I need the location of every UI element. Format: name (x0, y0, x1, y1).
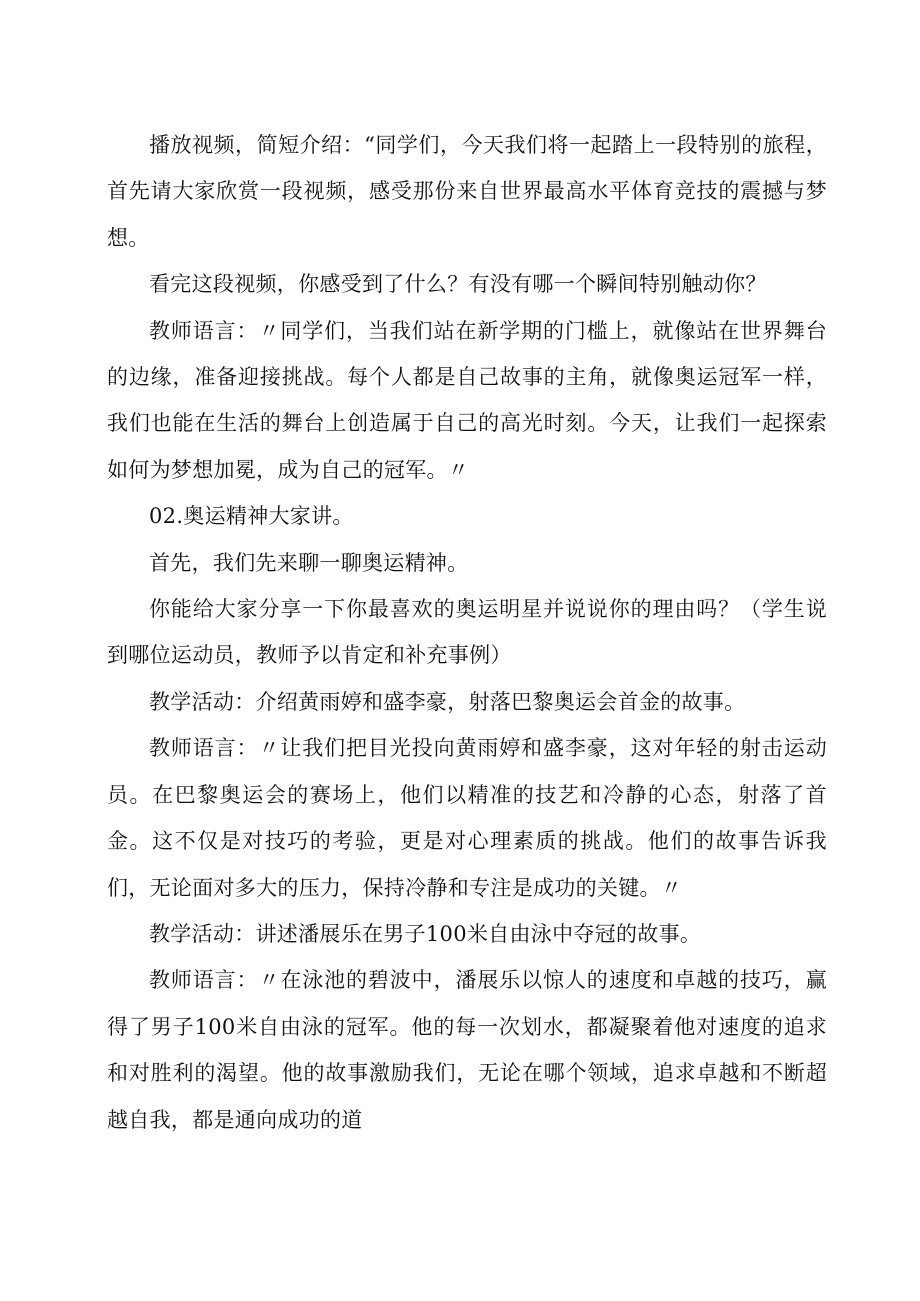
paragraph-teacher-speech-1: 教师语言：〃同学们，当我们站在新学期的门槛上，就像站在世界舞台的边缘，准备迎接挑战。每个人都是自己故事的主角，就像奥运冠军一样，我们也能在生活的舞台上创造属于自己的高光时刻。今天，让我们一起探索如何为梦想加冕，成为自己的冠军。〃 (107, 318, 827, 482)
paragraph-favorite-star-question: 你能给大家分享一下你最喜欢的奥运明星并说说你的理由吗？（学生说到哪位运动员，教师予以肯定和补充事例） (107, 597, 827, 668)
paragraph-activity-swimming: 教学活动：讲述潘展乐在男子100米自由泳中夺冠的故事。 (149, 921, 702, 946)
paragraph-olympic-spirit-intro: 首先，我们先来聊一聊奥运精神。 (149, 550, 469, 575)
document-body (107, 122, 827, 1143)
section-heading-olympic-spirit: 02.奥运精神大家讲。 (149, 504, 354, 529)
paragraph-question-feeling: 看完这段视频，你感受到了什么？有没有哪一个瞬间特别触动你？ (149, 272, 767, 297)
paragraph-activity-shooting: 教学活动：介绍黄雨婷和盛李豪，射落巴黎奥运会首金的故事。 (149, 689, 746, 714)
paragraph-teacher-speech-3: 教师语言：〃在泳池的碧波中，潘展乐以惊人的速度和卓越的技巧，赢得了男子100米自由泳的冠军。他的每一次划水，都凝聚着他对速度的追求和对胜利的渴望。他的故事激励我们，无论在哪个领域，追求卓越和不断超越自我，都是通向成功的道 (107, 968, 827, 1132)
paragraph-video-intro: 播放视频，简短介绍：“同学们，今天我们将一起踏上一段特别的旅程，首先请大家欣赏一段视频，感受那份来自世界最高水平体育竞技的震撼与梦想。 (107, 133, 827, 250)
paragraph-teacher-speech-2: 教师语言：〃让我们把目光投向黄雨婷和盛李豪，这对年轻的射击运动员。在巴黎奥运会的赛场上，他们以精准的技艺和冷静的心态，射落了首金。这不仅是对技巧的考验，更是对心理素质的挑战。他们的故事告诉我们，无论面对多大的压力，保持冷静和专注是成功的关键。〃 (107, 736, 827, 900)
